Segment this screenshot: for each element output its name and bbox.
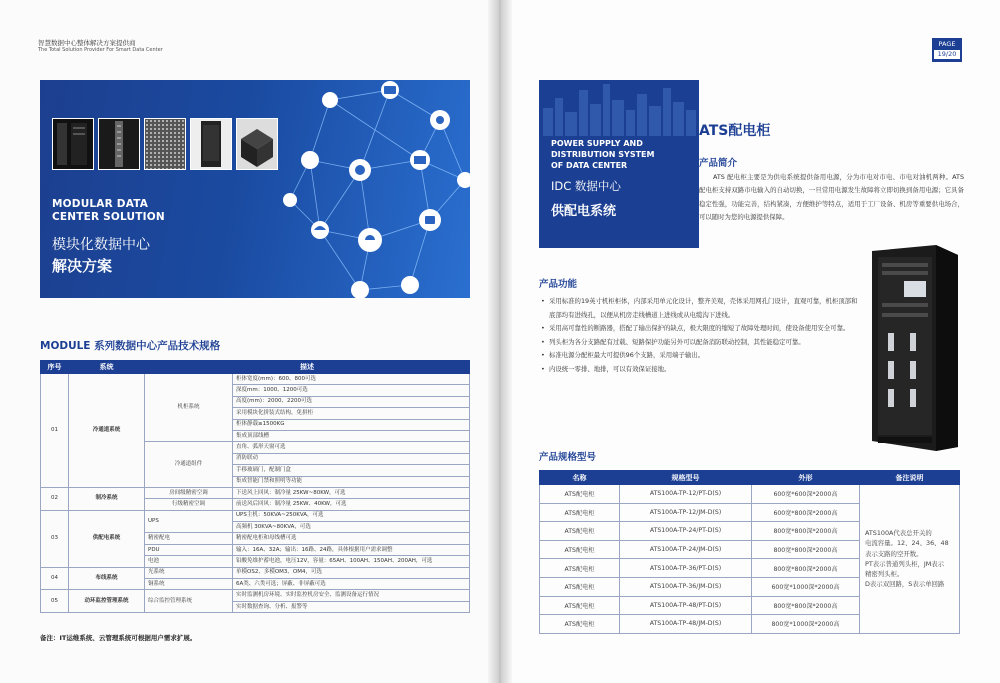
product-model: ATS100A-TP-48/JM-D(S) bbox=[620, 615, 752, 634]
modular-solution-banner bbox=[40, 80, 470, 298]
subsystem-name: 行级精密空调 bbox=[145, 499, 233, 510]
list-item: • 内设统一零排、地排，可以有效保证接地。 bbox=[541, 363, 861, 377]
banner-title-en-line2: CENTER SOLUTION bbox=[52, 211, 165, 223]
product-title: ATS配电柜 bbox=[699, 123, 771, 139]
spec-note-line5: 精密列头柜。 bbox=[865, 570, 904, 579]
table-row bbox=[41, 567, 470, 578]
subsystem-name: 冷通道组件 bbox=[145, 442, 233, 488]
description-cell: 铅酸免维护蓄电池，电压12V，容量：65AH、100AH、150AH、200AH，可选 bbox=[233, 556, 470, 567]
table-row bbox=[41, 510, 470, 521]
banner-title-en-line1: POWER SUPPLY AND bbox=[551, 139, 643, 148]
description-cell: 6A类、六类可选；屏蔽、非屏蔽可选 bbox=[233, 579, 470, 590]
ats-spec-table bbox=[539, 470, 960, 634]
product-size: 800宽*800深*2000高 bbox=[752, 540, 860, 559]
header-name: 名称 bbox=[540, 471, 620, 485]
description-cell: 精密配电柜和母线槽可选 bbox=[233, 533, 470, 544]
city-skyline-graphic bbox=[539, 80, 699, 136]
subsystem-name: 房间级精密空调 bbox=[145, 487, 233, 498]
product-name: ATS配电柜 bbox=[540, 522, 620, 541]
product-name: ATS配电柜 bbox=[540, 596, 620, 615]
header-tagline-cn: 智慧数据中心整体解决方案提供商 bbox=[38, 39, 136, 47]
spec-note-line1: ATS100A代表总开关的 bbox=[865, 529, 932, 538]
module-spec-table bbox=[40, 360, 470, 613]
product-model: ATS100A-TP-24/JM-D(S) bbox=[620, 540, 752, 559]
table-header-row bbox=[540, 471, 960, 485]
cabinet-thumbnail-3 bbox=[190, 118, 232, 170]
spec-note-line2: 电流容量。12、24、36、48 bbox=[865, 539, 949, 548]
page-badge bbox=[932, 38, 962, 62]
book-gutter bbox=[488, 0, 512, 683]
description-cell: 输入：16A、32A；输出：16路、24路，具体根据用户需求调整 bbox=[233, 544, 470, 555]
product-name: ATS配电柜 bbox=[540, 485, 620, 504]
intro-paragraph: ATS 配电柜主要是为供电系统提供备用电源，分为市电对市电、市电对油机两种。ATS 配电柜支持双路市电输入的自动切换，一旦常用电源发生故障将立即切换到备用电源；它具备稳定性强，功能完善，结构紧凑，方便维护等特点，适用于工厂设备、机房等重要供电场合，可以随时为您的电源提供保障。 bbox=[699, 173, 964, 221]
description-cell: 集成顶部线槽 bbox=[233, 430, 470, 441]
features-heading: 产品功能 bbox=[539, 279, 578, 290]
product-size: 800宽*800深*2000高 bbox=[752, 596, 860, 615]
intro-heading: 产品简介 bbox=[699, 158, 738, 169]
banner-title-cn-line2: 解决方案 bbox=[52, 257, 113, 275]
table-row bbox=[41, 374, 470, 385]
spec-table-title: MODULE 系列数据中心产品技术规格 bbox=[40, 340, 221, 352]
subsystem-name: 铜系统 bbox=[145, 579, 233, 590]
product-size: 600宽*1000深*2000高 bbox=[752, 577, 860, 596]
list-item: • 标准电源分配柜最大可提供96个支路，采用端子输出。 bbox=[541, 349, 861, 363]
description-cell: 高度(mm)：2000、2200可选 bbox=[233, 396, 470, 407]
product-size: 600宽*800深*2000高 bbox=[752, 503, 860, 522]
spec-note-line4: PT表示普通列头柜，JM表示 bbox=[865, 559, 945, 568]
description-cell: 前送风后回风：制冷量 25KW、40KW，可选 bbox=[233, 499, 470, 510]
product-size: 800宽*1000深*2000高 bbox=[752, 615, 860, 634]
description-cell: 下送风上回风：制冷量 25KW~80KW，可选 bbox=[233, 487, 470, 498]
list-item: • 采用标准的19英寸机柜柜体，内部采用单元化设计，整齐美观，壳体采用网孔门设计，直观可靠，机柜顶部和底部均有进线孔，以便从机房走线槽道上进线或从电缆沟下进线。 bbox=[541, 295, 861, 322]
banner-title-en-line3: OF DATA CENTER bbox=[551, 161, 628, 170]
banner-title-cn-line1: 模块化数据中心 bbox=[52, 237, 150, 253]
product-model: ATS100A-TP-36/JM-D(S) bbox=[620, 577, 752, 596]
description-cell: 集成智能门禁和照明等功能 bbox=[233, 476, 470, 487]
page-label: PAGE bbox=[938, 40, 956, 48]
table-footnote: 备注：IT运维系统、云管理系统可根据用户需求扩展。 bbox=[40, 634, 197, 642]
description-cell: 直角、弧形天窗可选 bbox=[233, 442, 470, 453]
description-cell: UPS主机：50KVA~250KVA，可选 bbox=[233, 510, 470, 521]
table-row bbox=[41, 590, 470, 601]
banner-title-en bbox=[551, 138, 654, 171]
subsystem-name: UPS bbox=[145, 510, 233, 533]
product-name: ATS配电柜 bbox=[540, 615, 620, 634]
product-size: 800宽*800深*2000高 bbox=[752, 522, 860, 541]
system-name: 制冷系统 bbox=[69, 487, 145, 510]
row-number: 05 bbox=[41, 590, 69, 613]
cabinet-thumbnail-2 bbox=[98, 118, 140, 170]
spec-note bbox=[860, 485, 960, 634]
product-name: ATS配电柜 bbox=[540, 577, 620, 596]
description-cell: 柜体静载≥1500KG bbox=[233, 419, 470, 430]
subsystem-name: 电池 bbox=[145, 556, 233, 567]
description-cell: 采用模块化拼装式结构，免拼柜 bbox=[233, 408, 470, 419]
product-name: ATS配电柜 bbox=[540, 559, 620, 578]
row-number: 03 bbox=[41, 510, 69, 567]
banner-title-cn-line2: 供配电系统 bbox=[551, 204, 617, 219]
list-item: • 列头柜为各分支路配有过载、短路保护功能另外可以配备消防联动控制，其性能稳定可靠。 bbox=[541, 336, 861, 350]
description-cell: 实时监测机房环境、实时监控机房安全、监测设备运行情况 bbox=[233, 590, 470, 601]
description-cell: 单模OS2、多模OM3、OM4，可选 bbox=[233, 567, 470, 578]
banner-title-en bbox=[52, 198, 165, 224]
product-size: 800宽*800深*2000高 bbox=[752, 559, 860, 578]
product-name: ATS配电柜 bbox=[540, 503, 620, 522]
banner-title-en-line2: DISTRIBUTION SYSTEM bbox=[551, 150, 655, 159]
header-size: 外形 bbox=[752, 471, 860, 485]
product-size: 600宽*600深*2000高 bbox=[752, 485, 860, 504]
product-model: ATS100A-TP-36/PT-D(S) bbox=[620, 559, 752, 578]
power-system-banner bbox=[539, 80, 699, 248]
system-name: 动环监控管理系统 bbox=[69, 590, 145, 613]
header-no: 序号 bbox=[41, 361, 69, 374]
product-model: ATS100A-TP-12/PT-D(S) bbox=[620, 485, 752, 504]
row-number: 02 bbox=[41, 487, 69, 510]
system-name: 冷通道系统 bbox=[69, 374, 145, 488]
subsystem-name: 综合监控管理系统 bbox=[145, 590, 233, 613]
spec-note-line3: 表示支路的空开数。 bbox=[865, 549, 923, 558]
header-model: 规格型号 bbox=[620, 471, 752, 485]
header-description: 描述 bbox=[145, 361, 470, 374]
cabinet-thumbnail-1 bbox=[52, 118, 94, 170]
header-tagline-en: The Total Solution Provider For Smart Data Center bbox=[38, 47, 163, 53]
description-cell: 柜体宽度(mm)：600、800可选 bbox=[233, 374, 470, 385]
banner-title-cn-line1: IDC 数据中心 bbox=[551, 179, 621, 193]
ats-cabinet-image bbox=[858, 241, 962, 451]
table-row bbox=[540, 485, 960, 504]
list-item: • 采用高可靠性的断路器，搭配了输出保护的缺点，极大限度的缩短了故障处理时间，使设备使用安全可靠。 bbox=[541, 322, 861, 336]
system-name: 布线系统 bbox=[69, 567, 145, 590]
features-list bbox=[541, 295, 861, 377]
description-cell: 深度mm：1000、1200可选 bbox=[233, 385, 470, 396]
subsystem-name: 机柜系统 bbox=[145, 374, 233, 442]
description-cell: 实时数据查询、分析、报警等 bbox=[233, 601, 470, 612]
product-model: ATS100A-TP-48/PT-D(S) bbox=[620, 596, 752, 615]
row-number: 01 bbox=[41, 374, 69, 488]
product-model: ATS100A-TP-12/JM-D(S) bbox=[620, 503, 752, 522]
table-header-row bbox=[41, 361, 470, 374]
left-page bbox=[0, 0, 497, 683]
description-cell: 消防联动 bbox=[233, 453, 470, 464]
banner-title-en-line1: MODULAR DATA bbox=[52, 198, 149, 210]
mesh-door-thumbnail bbox=[144, 118, 186, 170]
description-cell: 高频机 30KVA~80KVA，可选 bbox=[233, 522, 470, 533]
subsystem-name: PDU bbox=[145, 544, 233, 555]
subsystem-name: 光系统 bbox=[145, 567, 233, 578]
system-name: 供配电系统 bbox=[69, 510, 145, 567]
subsystem-name: 精密配电 bbox=[145, 533, 233, 544]
page-number: 19/20 bbox=[934, 50, 960, 59]
spec-note-line6: D表示双回路，S表示单回路 bbox=[865, 580, 945, 589]
network-sphere-graphic bbox=[270, 80, 470, 298]
spec-heading: 产品规格型号 bbox=[539, 452, 597, 463]
right-page bbox=[503, 0, 1000, 683]
description-cell: 手移玻璃门，配制门盒 bbox=[233, 465, 470, 476]
row-number: 04 bbox=[41, 567, 69, 590]
table-row bbox=[41, 487, 470, 498]
header-system: 系统 bbox=[69, 361, 145, 374]
header-note: 备注说明 bbox=[860, 471, 960, 485]
product-name: ATS配电柜 bbox=[540, 540, 620, 559]
product-model: ATS100A-TP-24/PT-D(S) bbox=[620, 522, 752, 541]
